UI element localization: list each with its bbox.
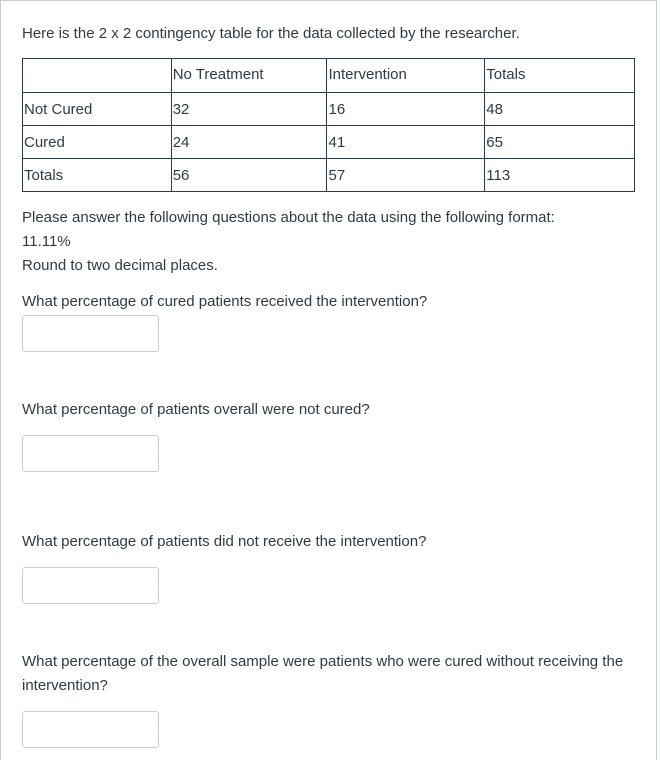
table-header-cell: Totals [485, 59, 635, 93]
table-row [23, 93, 635, 126]
row-label-cell: Not Cured [23, 93, 172, 126]
question-2-text: What percentage of patients overall were not cured? [22, 401, 370, 418]
table-header-cell: Intervention [327, 59, 485, 93]
table-cell: 41 [327, 126, 485, 159]
answer-2-input[interactable] [22, 435, 159, 472]
answer-3-input[interactable] [22, 567, 159, 604]
table-cell [23, 59, 172, 93]
row-label-cell: Cured [23, 126, 172, 159]
instructions-format: Please answer the following questions about the data using the following format: [22, 209, 555, 226]
table-cell: 57 [327, 159, 485, 192]
row-label-cell: Totals [23, 159, 172, 192]
table-cell: 24 [171, 126, 327, 159]
table-cell: 32 [171, 93, 327, 126]
question-3-text: What percentage of patients did not receive the intervention? [22, 533, 427, 550]
table-cell: 48 [485, 93, 635, 126]
table-cell: 16 [327, 93, 485, 126]
table-cell: 113 [485, 159, 635, 192]
table-cell: 65 [485, 126, 635, 159]
answer-4-input[interactable] [22, 711, 159, 748]
table-row [23, 126, 635, 159]
question-1-text: What percentage of cured patients received the intervention? [22, 293, 428, 310]
answer-1-input[interactable] [22, 315, 159, 352]
intro-text: Here is the 2 x 2 contingency table for the data collected by the researcher. [22, 25, 520, 42]
instructions-rounding: Round to two decimal places. [22, 257, 218, 274]
table-row [23, 159, 635, 192]
table-cell: 56 [171, 159, 327, 192]
contingency-table [22, 58, 635, 192]
table-header-row [23, 59, 635, 93]
question-4-text: What percentage of the overall sample were patients who were cured without receiving the intervention? [22, 653, 624, 694]
table-header-cell: No Treatment [171, 59, 327, 93]
instructions-example: 11.11% [22, 233, 71, 250]
